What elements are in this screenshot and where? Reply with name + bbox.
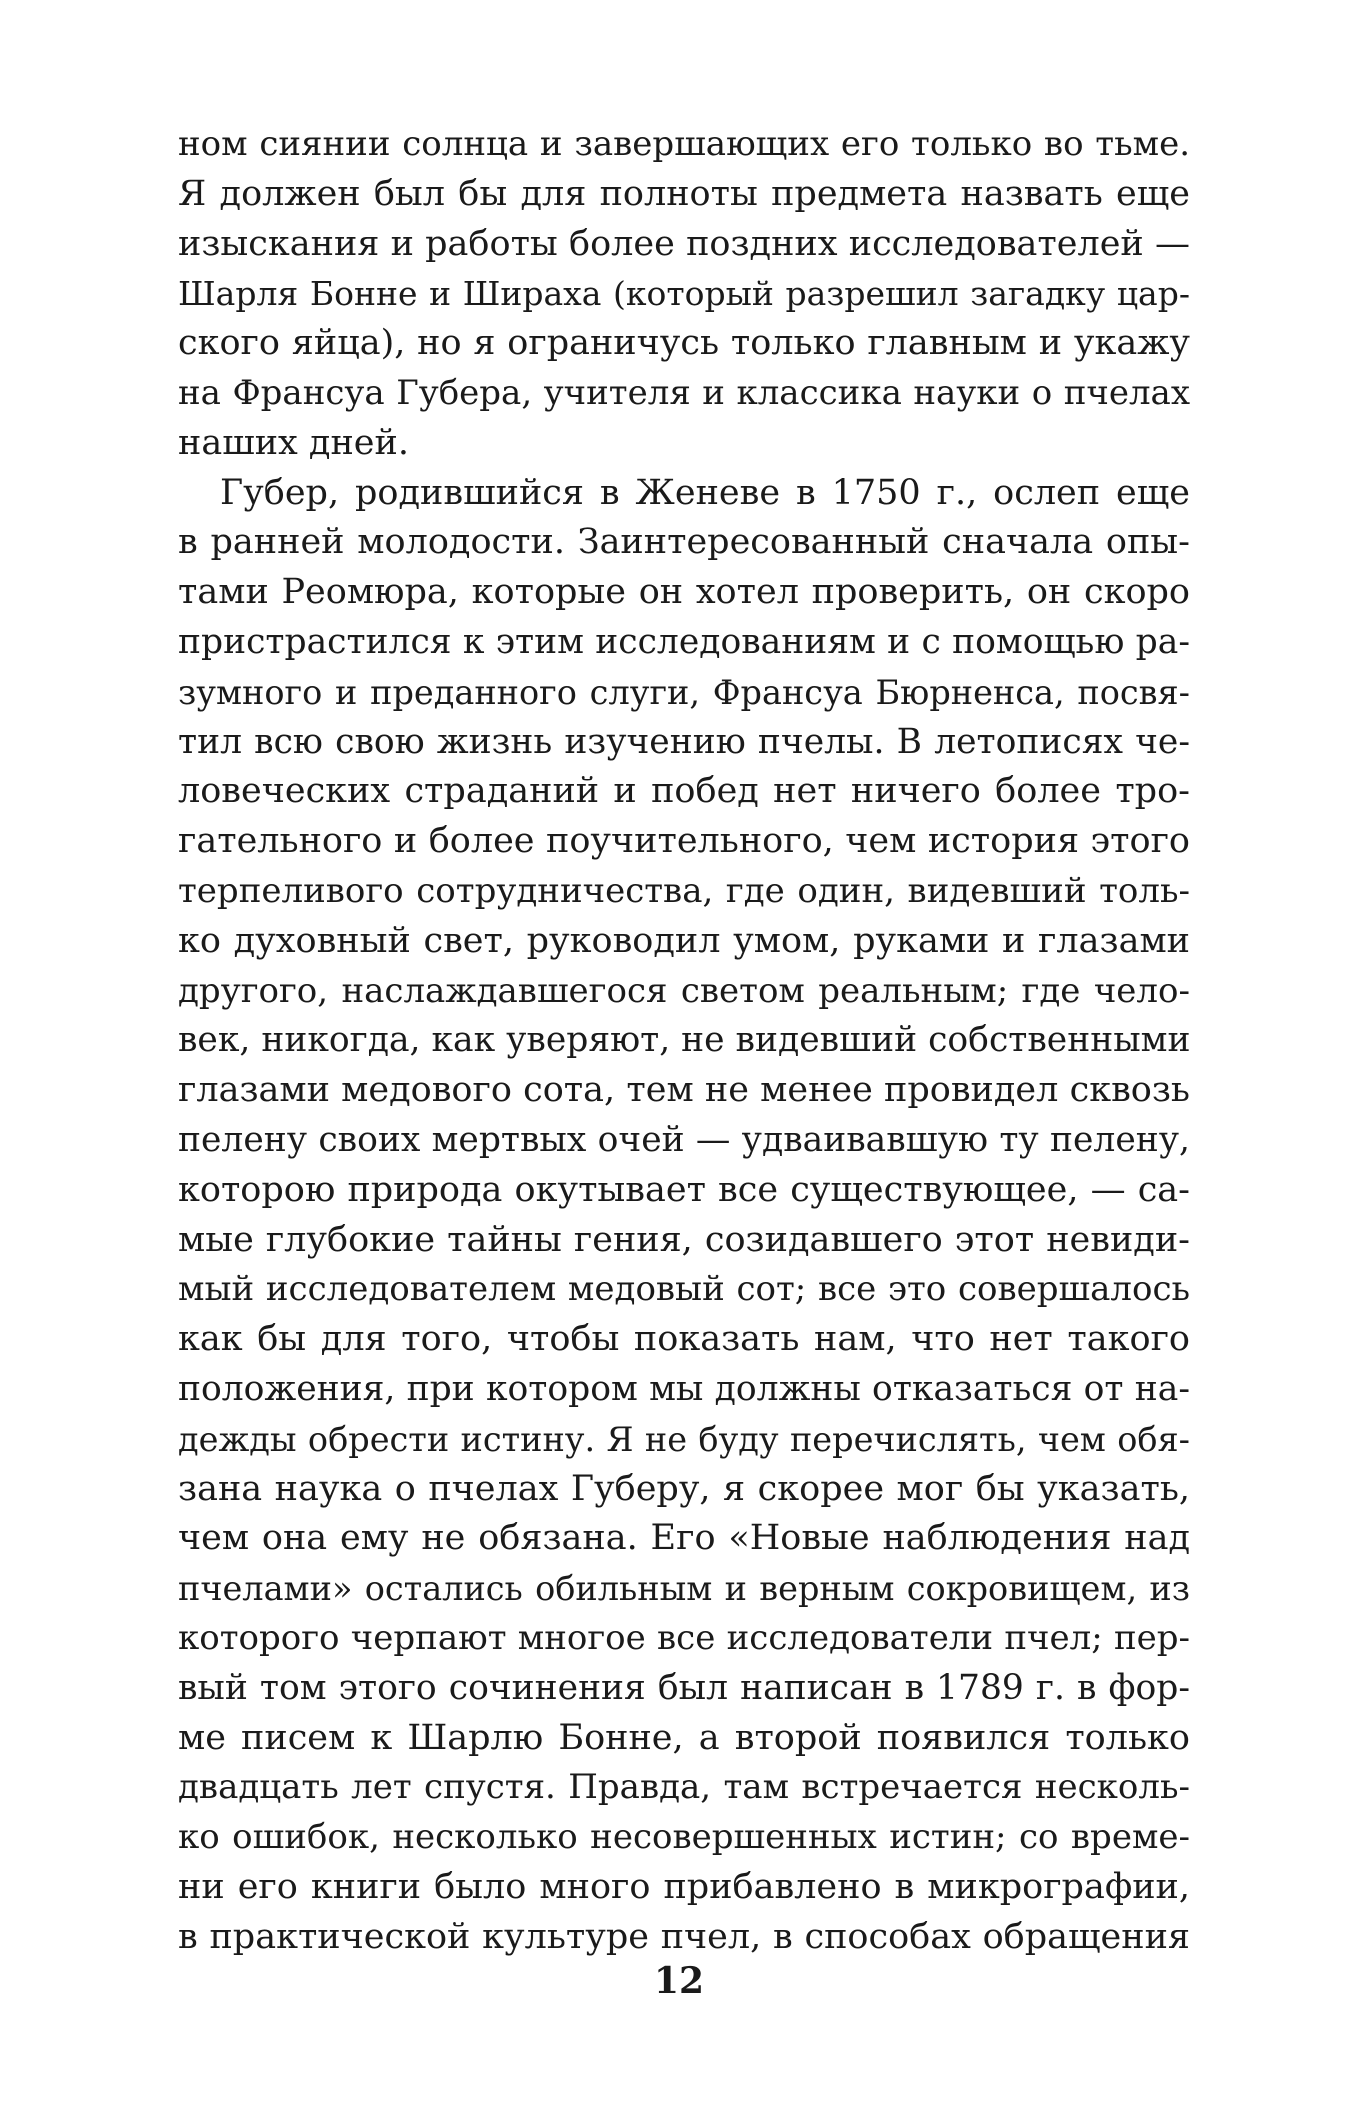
text-line: Губер, родившийся в Женеве в 1750 г., ослеп еще xyxy=(220,472,1190,513)
text-line: пчелами» остались обильным и верным сокровищем, из xyxy=(178,1569,1190,1609)
text-line: пристрастился к этим исследованиям и с помощью ра- xyxy=(178,621,1190,662)
text-line: в практической культуре пчел, в способах обращения xyxy=(178,1916,1190,1957)
text-line: ном сиянии солнца и завершающих его только во тьме. xyxy=(178,124,1190,164)
text-line: терпеливого сотрудничества, где один, видевший толь- xyxy=(178,870,1190,911)
text-line: Шарля Бонне и Шираха (который разрешил загадку цар- xyxy=(178,274,1190,314)
body-text xyxy=(178,120,1190,1962)
page-number: 12 xyxy=(653,1960,705,2002)
text-line: дежды обрести истину. Я не буду перечислять, чем обя- xyxy=(178,1419,1190,1459)
text-line: пелену своих мертвых очей — удваивавшую ту пелену, xyxy=(178,1119,1190,1160)
text-line: мые глубокие тайны гения, созидавшего этот невиди- xyxy=(178,1219,1190,1260)
text-line: на Франсуа Губера, учителя и классика науки о пчелах xyxy=(178,372,1190,413)
text-line: в ранней молодости. Заинтересованный сначала опы- xyxy=(178,522,1190,563)
text-line: глазами медового сота, тем не менее провидел сквозь xyxy=(178,1070,1190,1111)
text-line: Я должен был бы для полноты предмета назвать еще xyxy=(178,173,1190,214)
text-line: чем она ему не обязана. Его «Новые наблюдения над xyxy=(178,1518,1190,1559)
text-line: наших дней. xyxy=(178,422,409,463)
text-line: которою природа окутывает все существующее, — са- xyxy=(178,1169,1190,1210)
text-line: гательного и более поучительного, чем история этого xyxy=(178,821,1190,862)
text-line: ловеческих страданий и побед нет ничего более тро- xyxy=(178,771,1190,812)
text-line: ме писем к Шарлю Бонне, а второй появился только xyxy=(178,1717,1190,1758)
text-line: зана наука о пчелах Губеру, я скорее мог бы указать, xyxy=(178,1468,1190,1509)
text-line: тами Реомюра, которые он хотел проверить, он скоро xyxy=(178,572,1190,613)
text-line: век, никогда, как уверяют, не видевший собственными xyxy=(178,1020,1191,1061)
text-line: зумного и преданного слуги, Франсуа Бюрненса, посвя- xyxy=(178,672,1190,712)
text-line: как бы для того, чтобы показать нам, что нет такого xyxy=(178,1319,1190,1360)
text-line: ни его книги было много прибавлено в микрографии, xyxy=(178,1866,1190,1907)
text-line: ко духовный свет, руководил умом, руками и глазами xyxy=(178,920,1190,961)
text-line: ского яйца), но я ограничусь только главным и укажу xyxy=(178,323,1190,364)
text-line: изыскания и работы более поздних исследователей — xyxy=(178,223,1190,264)
text-line: положения, при котором мы должны отказаться от на- xyxy=(178,1368,1190,1409)
text-line: двадцать лет спустя. Правда, там встречается несколь- xyxy=(178,1767,1190,1808)
text-line: ко ошибок, несколько несовершенных истин; со време- xyxy=(178,1817,1190,1858)
text-line: мый исследователем медовый сот; все это совершалось xyxy=(178,1269,1190,1310)
text-line: другого, наслаждавшегося светом реальным; где чело- xyxy=(178,970,1190,1011)
text-line: вый том этого сочинения был написан в 1789 г. в фор- xyxy=(178,1667,1190,1708)
text-line: тил всю свою жизнь изучению пчелы. В летописях че- xyxy=(178,721,1190,762)
text-line: которого черпают многое все исследователи пчел; пер- xyxy=(178,1617,1190,1658)
